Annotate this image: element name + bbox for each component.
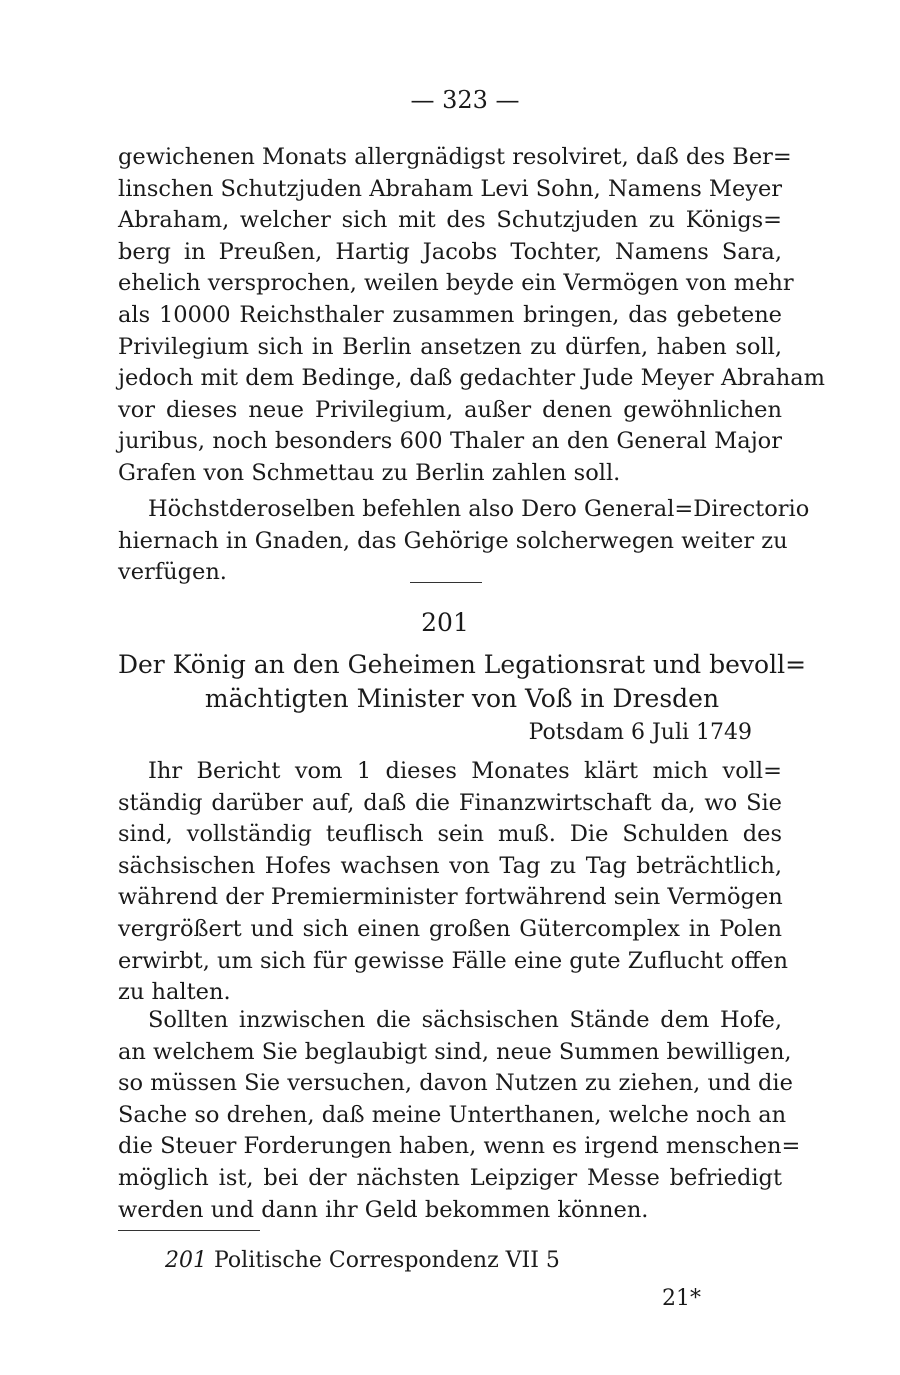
text-line: linschen Schutzjuden Abraham Levi Sohn, Namens Meyer <box>118 175 783 202</box>
text-line: Ihr Bericht vom 1 dieses Monates klärt mich voll= <box>148 758 782 784</box>
text-line: Grafen von Schmettau zu Berlin zahlen soll. <box>118 459 621 486</box>
text-line: Privilegium sich in Berlin ansetzen zu dürfen, haben soll, <box>118 333 782 360</box>
text-line: sind, vollständig teuflisch sein muß. Die Schulden des <box>118 821 782 848</box>
text-line: vergrößert und sich einen großen Gütercomplex in Polen <box>118 915 782 942</box>
footnote-number: 201 <box>165 1248 207 1273</box>
dateline: Potsdam 6 Juli 1749 <box>528 720 752 745</box>
text-line: juribus, noch besonders 600 Thaler an den General Major <box>118 428 782 455</box>
text-line: so müssen Sie versuchen, davon Nutzen zu ziehen, und die <box>118 1070 793 1097</box>
doc201-paragraph-2 <box>118 1005 801 1226</box>
heading-line-2: mächtigten Minister von Voß in Dresden <box>204 684 720 713</box>
text-line: Abraham, welcher sich mit des Schutzjuden zu Königs= <box>118 207 782 234</box>
text-line: ehelich versprochen, weilen beyde ein Vermögen von mehr <box>118 270 794 297</box>
text-line: sächsischen Hofes wachsen von Tag zu Tag beträchtlich, <box>118 852 782 879</box>
text-line: während der Premierminister fortwährend sein Vermögen <box>118 884 783 911</box>
text-line: erwirbt, um sich für gewisse Fälle eine gute Zuflucht offen <box>118 947 788 974</box>
signature-mark: 21* <box>662 1286 701 1311</box>
footnote <box>165 1248 560 1273</box>
text-line: die Steuer Forderungen haben, wenn es irgend menschen= <box>118 1133 801 1160</box>
text-line: jedoch mit dem Bedinge, daß gedachter Jude Meyer Abraham <box>118 365 826 392</box>
text-line: vor dieses neue Privilegium, außer denen gewöhnlichen <box>118 396 782 423</box>
doc201-paragraph-1 <box>118 756 788 1009</box>
text-line: Sollten inzwischen die sächsischen Stände dem Hofe, <box>148 1007 782 1033</box>
text-line: möglich ist, bei der nächsten Leipziger Messe befriedigt <box>118 1164 782 1191</box>
doc200-paragraph-2 <box>118 494 810 589</box>
doc200-paragraph-1 <box>118 142 826 490</box>
document-number: 201 <box>421 608 469 637</box>
heading-line-1: Der König an den Geheimen Legationsrat und bevoll= <box>117 650 807 679</box>
text-line: werden und dann ihr Geld bekommen können. <box>118 1196 649 1223</box>
text-line: Sache so drehen, daß meine Unterthanen, welche noch an <box>118 1101 787 1128</box>
text-line: berg in Preußen, Hartig Jacobs Tochter, Namens Sara, <box>118 238 782 265</box>
section-divider <box>410 582 482 583</box>
page-number: — 323 — <box>410 86 520 114</box>
text-line: gewichenen Monats allergnädigst resolviret, daß des Ber= <box>118 144 792 170</box>
text-line: hiernach in Gnaden, das Gehörige solcherwegen weiter zu <box>118 527 788 554</box>
text-line: verfügen. <box>118 559 227 586</box>
document-heading <box>12 648 900 716</box>
footnote-text: Politische Correspondenz VII 5 <box>214 1248 560 1273</box>
text-line: an welchem Sie beglaubigt sind, neue Summen bewilligen, <box>118 1038 792 1065</box>
text-line: Höchstderoselben befehlen also Dero General=Directorio <box>148 496 810 522</box>
text-line: ständig darüber auf, daß die Finanzwirtschaft da, wo Sie <box>118 789 782 816</box>
text-line: als 10000 Reichsthaler zusammen bringen, das gebetene <box>118 301 782 328</box>
footnote-rule <box>118 1230 260 1231</box>
text-line: zu halten. <box>118 979 231 1006</box>
